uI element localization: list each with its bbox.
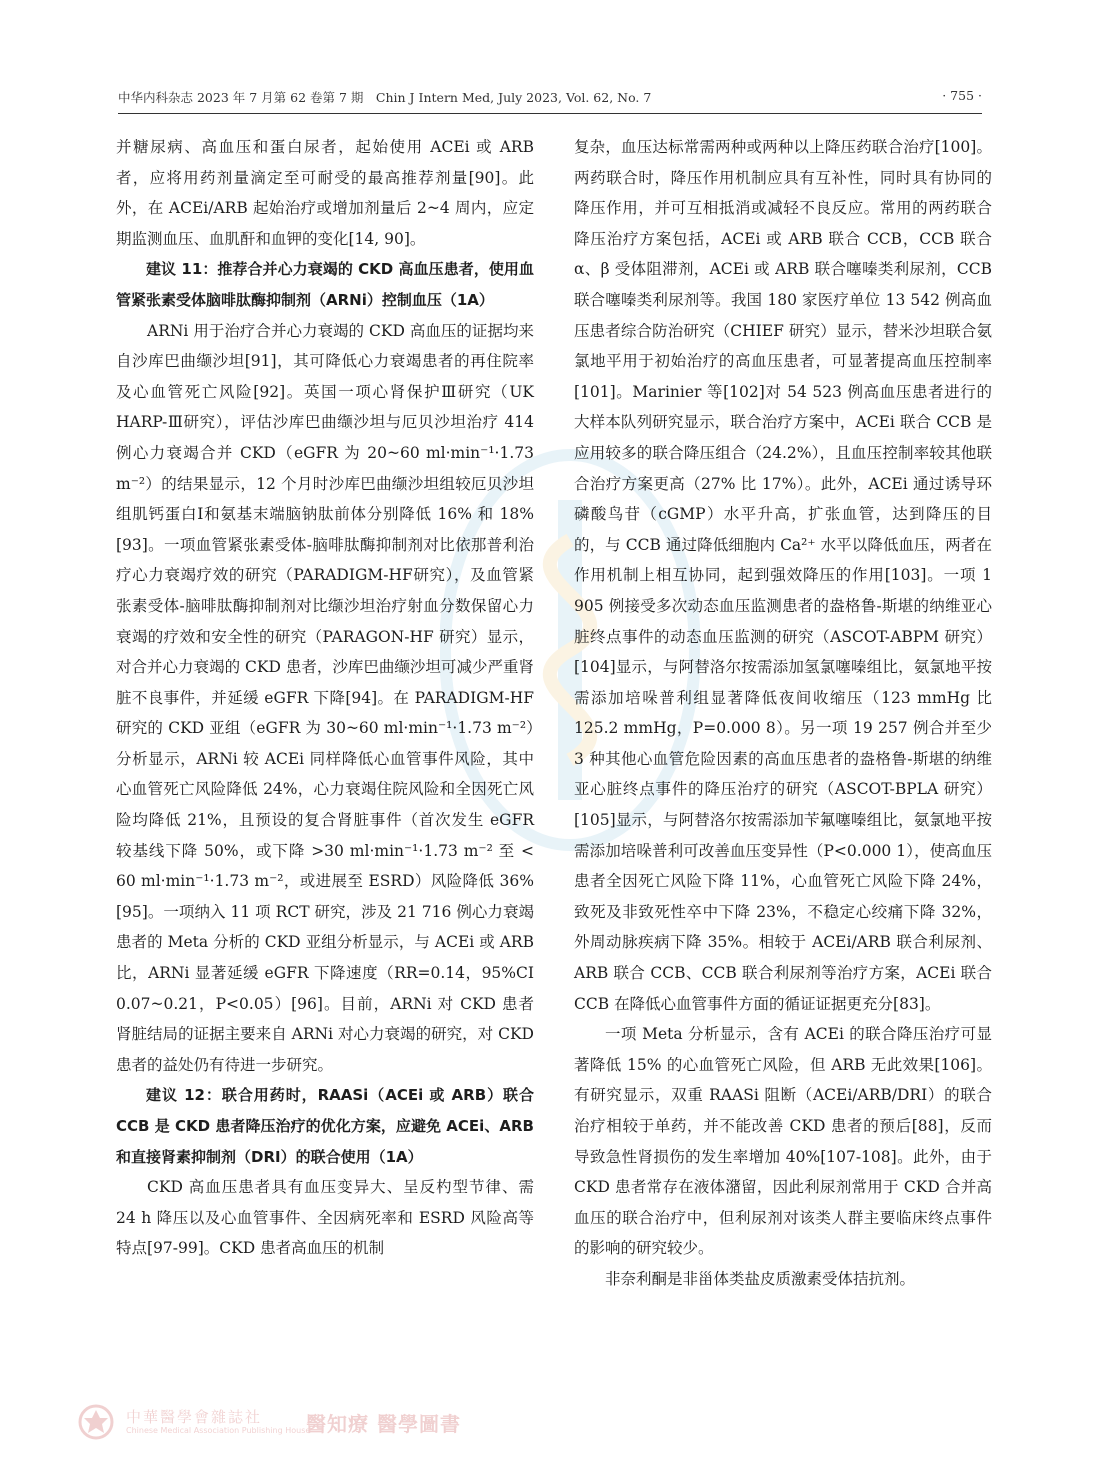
running-header xyxy=(118,88,982,114)
recommendation-heading: 建议 11：推荐合并心力衰竭的 CKD 高血压患者，使用血管紧张素受体脑啡肽酶抑制剂（ARNi）控制血压（1A） xyxy=(116,260,534,309)
publisher-name: 中華醫學會雜誌社 xyxy=(126,1408,263,1426)
publisher-footer xyxy=(78,1404,498,1444)
publisher-logo-icon xyxy=(78,1404,114,1440)
right-column xyxy=(574,132,992,1295)
paragraph: ARNi 用于治疗合并心力衰竭的 CKD 高血压的证据均来自沙库巴曲缬沙坦[91]，其可降低心力衰竭患者的再住院率及心血管死亡风险[92]。英国一项心肾保护Ⅲ研究（UK HARP-Ⅲ研究），评估沙库巴曲缬沙坦与厄贝沙坦治疗 414 例心力衰竭合并 CKD（eGFR 为 20~60 ml·min⁻¹·1.73 m⁻²）的结果显示，12 个月时沙库巴曲缬沙坦组较厄贝沙坦组肌钙蛋白Ⅰ和氨基末端脑钠肽前体分别降低 16% 和 18%[93]。一项血管紧张素受体-脑啡肽酶抑制剂对比依那普利治疗心力衰竭疗效的研究（PARADIGM-HF研究），及血管紧张素受体-脑啡肽酶抑制剂对比缬沙坦治疗射血分数保留心力衰竭的疗效和安全性的研究（PARAGON-HF 研究）显示，对合并心力衰竭的 CKD 患者，沙库巴曲缬沙坦可减少严重肾脏不良事件，并延缓 eGFR 下降[94]。在 PARADIGM-HF 研究的 CKD 亚组（eGFR 为 30~60 ml·min⁻¹·1.73 m⁻²）分析显示，ARNi 较 ACEi 同样降低心血管事件风险，其中心血管死亡风险降低 24%，心力衰竭住院风险和全因死亡风险均降低 21%，且预设的复合肾脏事件（首次发生 eGFR 较基线下降 50%，或下降 >30 ml·min⁻¹·1.73 m⁻² 至 < 60 ml·min⁻¹·1.73 m⁻²，或进展至 ESRD）风险降低 36%[95]。一项纳入 11 项 RCT 研究，涉及 21 716 例心力衰竭患者的 Meta 分析的 CKD 亚组分析显示，与 ACEi 或 ARB 比，ARNi 显著延缓 eGFR 下降速度（RR=0.14，95%CI 0.07~0.21，P<0.05）[96]。目前，ARNi 对 CKD 患者肾脏结局的证据主要来自 ARNi 对心力衰竭的研究，对 CKD 患者的益处仍有待进一步研究。 xyxy=(116,321,534,1074)
paragraph: 一项 Meta 分析显示，含有 ACEi 的联合降压治疗可显著降低 15% 的心血管死亡风险，但 ARB 无此效果[106]。有研究显示，双重 RAASi 阻断（ACEi/ARB/DRI）的联合治疗相较于单药，并不能改善 CKD 患者的预后[88]，反而导致急性肾损伤的发生率增加 40%[107-108]。此外，由于 CKD 患者常存在液体潴留，因此利尿剂常用于 CKD 合并高血压的联合治疗中，但利尿剂对该类人群主要临床终点事件的影响的研究较少。 xyxy=(574,1025,992,1258)
journal-citation: 中华内科杂志 2023 年 7 月第 62 卷第 7 期 Chin J Intern Med, July 2023, Vol. 62, No. 7 xyxy=(118,90,652,105)
paragraph: 并糖尿病、高血压和蛋白尿者，起始使用 ACEi 或 ARB 者，应将用药剂量滴定至可耐受的最高推荐剂量[90]。此外，在 ACEi/ARB 起始治疗或增加剂量后 2~4 周内，应定期监测血压、血肌酐和血钾的变化[14, 90]。 xyxy=(116,138,534,248)
paragraph: 复杂，血压达标常需两种或两种以上降压药联合治疗[100]。两药联合时，降压作用机制应具有互补性，同时具有协同的降压作用，并可互相抵消或减轻不良反应。常用的两药联合降压治疗方案包括，ACEi 或 ARB 联合 CCB，CCB 联合 α、β 受体阻滞剂，ACEi 或 ARB 联合噻嗪类利尿剂，CCB 联合噻嗪类利尿剂等。我国 180 家医疗单位 13 542 例高血压患者综合防治研究（CHIEF 研究）显示，替米沙坦联合氨氯地平用于初始治疗的高血压患者，可显著提高血压控制率[101]。Marinier 等[102]对 54 523 例高血压患者进行的大样本队列研究显示，联合治疗方案中，ACEi 联合 CCB 是应用较多的联合降压组合（24.2%），且血压控制率较其他联合治疗方案更高（27% 比 17%）。此外，ACEi 通过诱导环磷酸鸟苷（cGMP）水平升高，扩张血管，达到降压的目的，与 CCB 通过降低细胞内 Ca²⁺ 水平以降低血压，两者在作用机制上相互协同，起到强效降压的作用[103]。一项 1 905 例接受多次动态血压监测患者的盎格鲁-斯堪的纳维亚心脏终点事件的动态血压监测的研究（ASCOT-ABPM 研究）[104]显示，与阿替洛尔按需添加氢氯噻嗪组比，氨氯地平按需添加培哚普利组显著降低夜间收缩压（123 mmHg 比 125.2 mmHg，P=0.000 8）。另一项 19 257 例合并至少 3 种其他心血管危险因素的高血压患者的盎格鲁-斯堪的纳维亚心脏终点事件的降压治疗的研究（ASCOT-BPLA 研究）[105]显示，与阿替洛尔按需添加苄氟噻嗪组比，氨氯地平按需添加培哚普利可改善血压变异性（P<0.000 1），使高血压患者全因死亡风险下降 11%，心血管死亡风险下降 24%，致死及非致死性卒中下降 23%，不稳定心绞痛下降 32%，外周动脉疾病下降 35%。相较于 ACEi/ARB 联合利尿剂、ARB 联合 CCB、CCB 联合利尿剂等治疗方案，ACEi 联合 CCB 在降低心血管事件方面的循证证据更充分[83]。 xyxy=(574,138,992,1013)
page-number: · 755 · xyxy=(942,88,982,103)
recommendation-heading: 建议 12：联合用药时，RAASi（ACEi 或 ARB）联合 CCB 是 CKD 患者降压治疗的优化方案，应避免 ACEi、ARB 和直接肾素抑制剂（DRI）的联合使用（1A） xyxy=(116,1086,534,1166)
paragraph: CKD 高血压患者具有血压变异大、呈反杓型节律、需 24 h 降压以及心血管事件、全因病死率和 ESRD 风险高等特点[97-99]。CKD 患者高血压的机制 xyxy=(116,1178,534,1258)
paragraph: 非奈利酮是非甾体类盐皮质激素受体拮抗剂。 xyxy=(605,1269,916,1288)
left-column xyxy=(116,132,534,1264)
app-logos: 醫知療 醫學圖書 xyxy=(306,1412,461,1436)
publisher-name-en: Chinese Medical Association Publishing House xyxy=(126,1426,311,1435)
header-rule xyxy=(118,113,982,114)
